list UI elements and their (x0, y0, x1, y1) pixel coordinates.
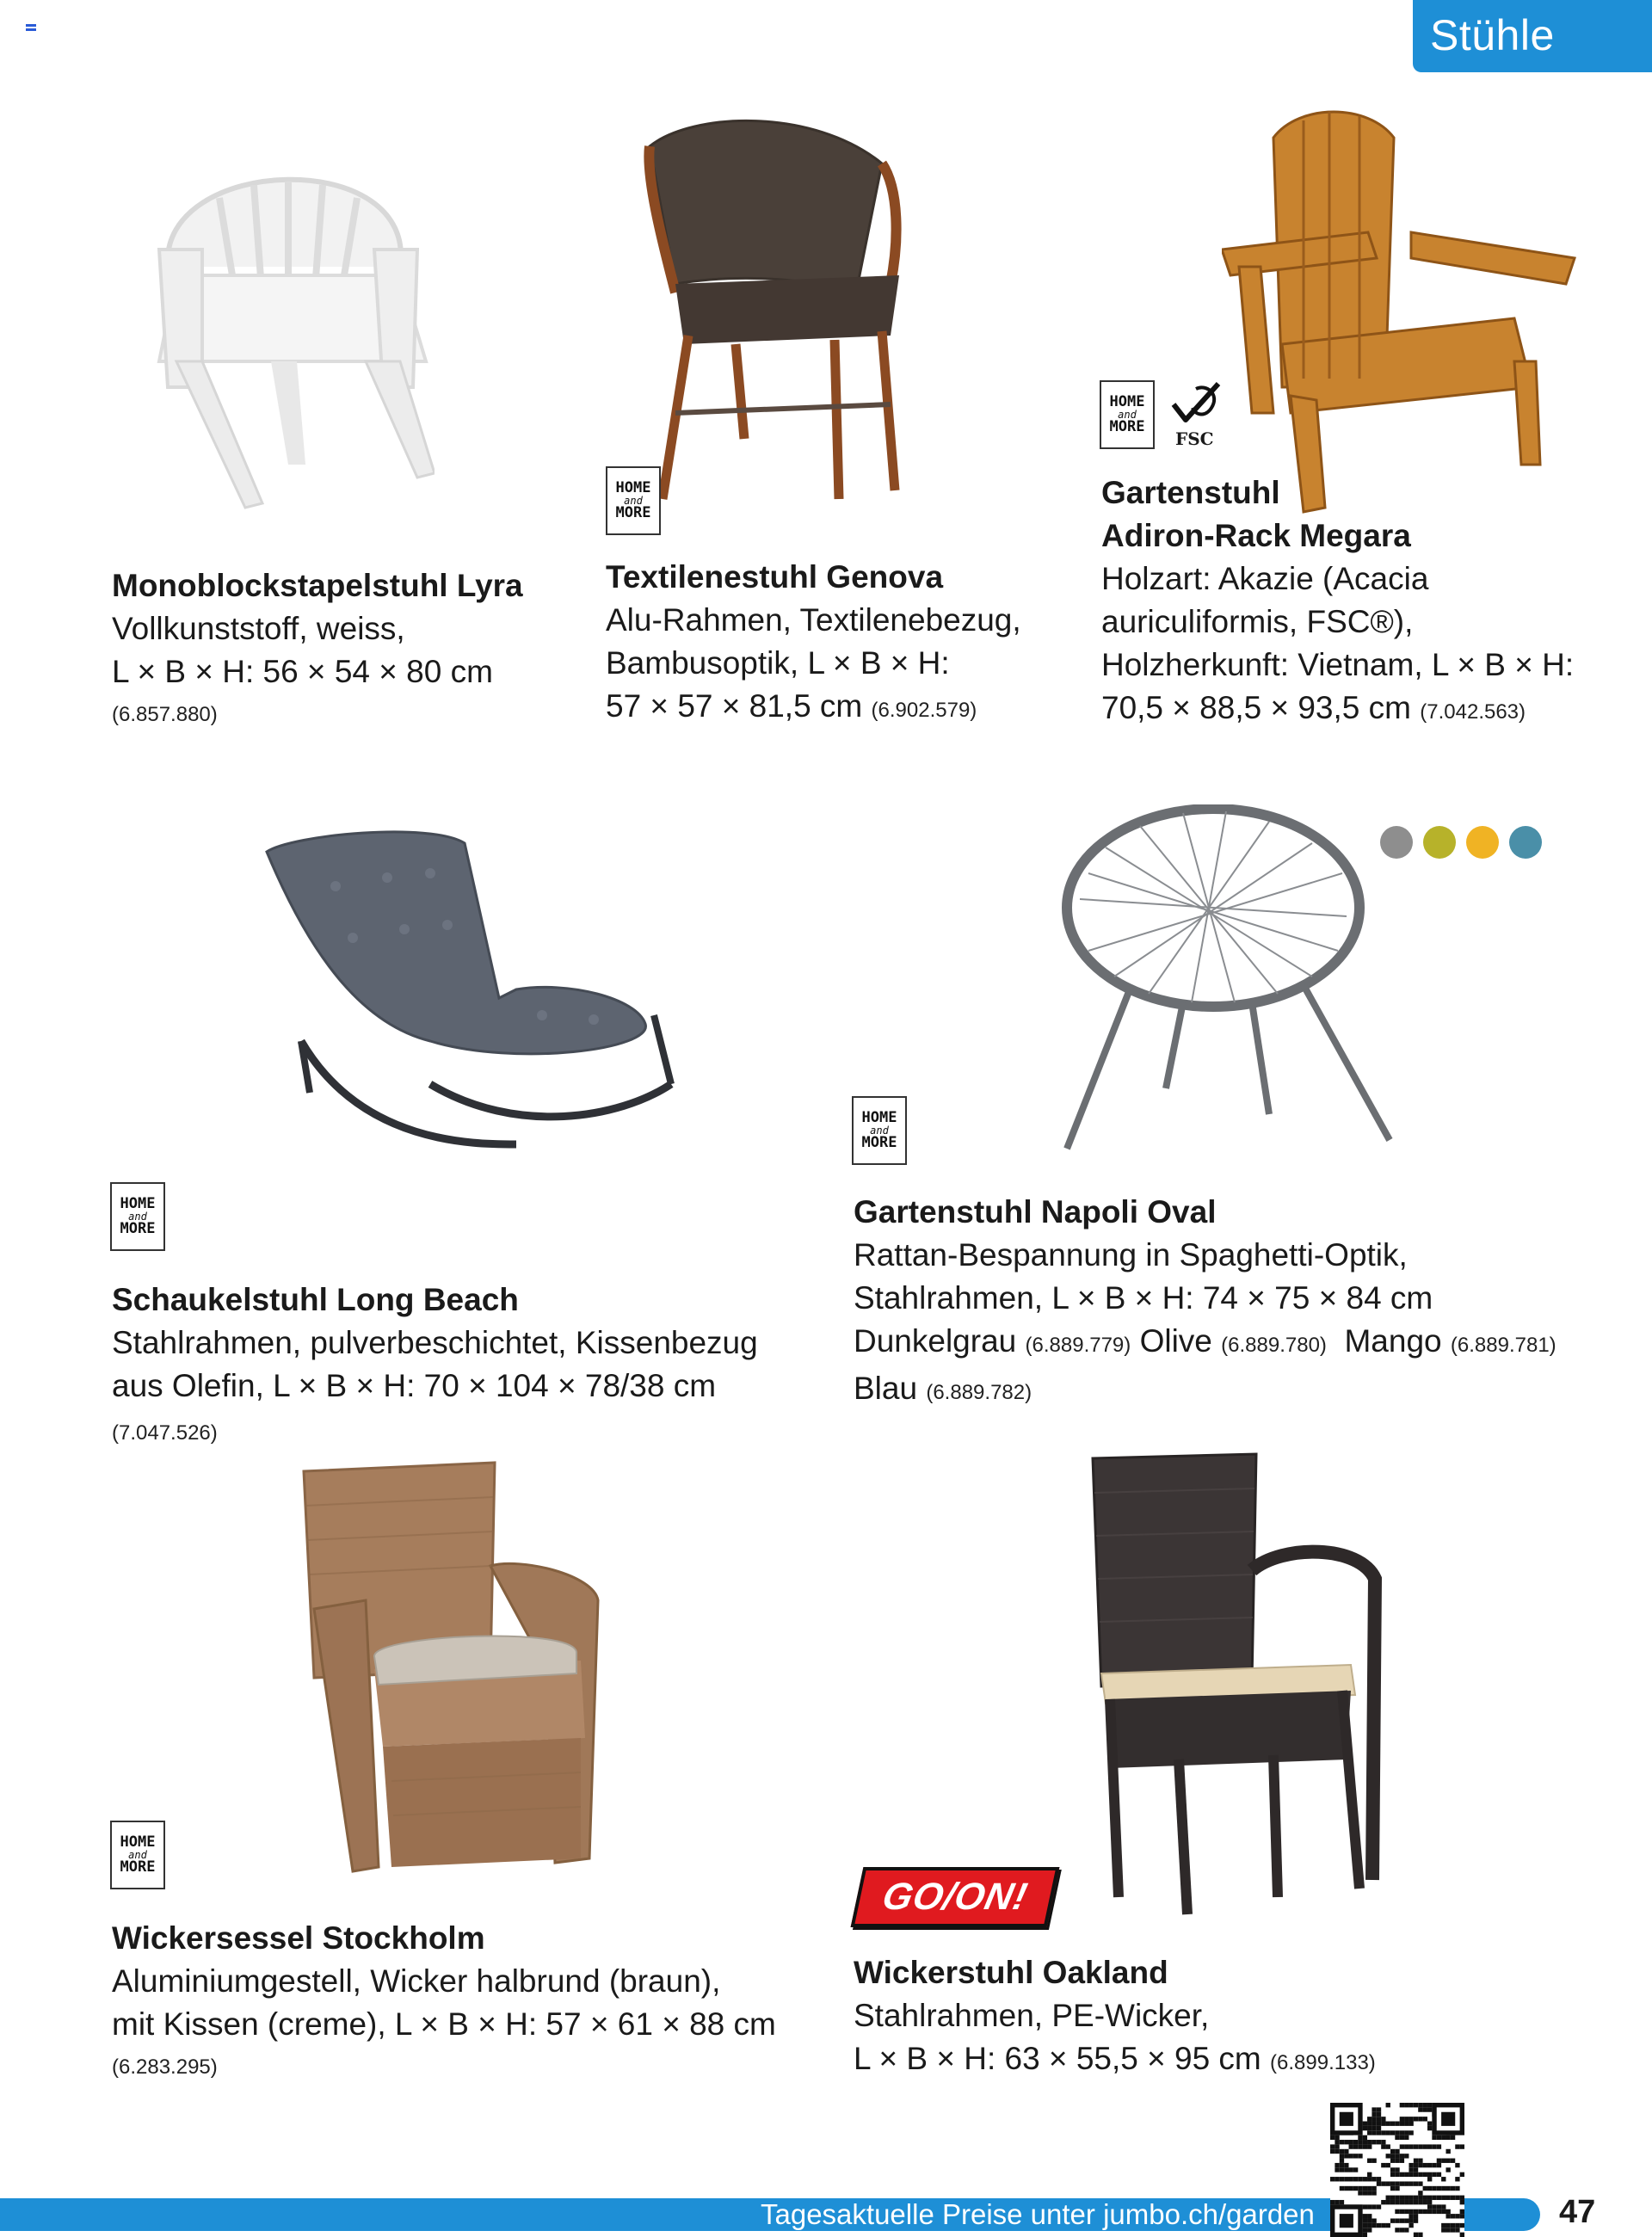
variant-color: Mango (1344, 1323, 1442, 1359)
product-desc: auriculiformis, FSC®), (1101, 604, 1414, 639)
home-and-more-badge: HOME and MORE (606, 466, 661, 535)
product-megara (1101, 471, 1635, 734)
product-lyra (112, 564, 594, 736)
product-desc: Bambusoptik, L × B × H: (606, 645, 950, 681)
flag-mark (26, 24, 36, 33)
fsc-logo: FSC (1167, 379, 1227, 449)
product-name: Wickerstuhl Oakland (854, 1955, 1168, 1990)
article-number: (6.899.133) (1270, 2051, 1376, 2074)
variant-color: Blau (854, 1371, 918, 1406)
article-number: (6.889.780) (1221, 1334, 1327, 1357)
product-name: Gartenstuhl Napoli Oval (854, 1194, 1217, 1229)
variant-color: Olive (1139, 1323, 1212, 1359)
article-number: (6.889.781) (1450, 1334, 1556, 1357)
color-dot-olive (1423, 826, 1456, 859)
category-tab: Stühle (1413, 0, 1652, 72)
article-number: (7.047.526) (112, 1421, 218, 1445)
product-dimensions: aus Olefin, L × B × H: 70 × 104 × 78/38 cm (7.047.526) (112, 1368, 717, 1445)
product-oakland (854, 1951, 1628, 2085)
product-image-genova (641, 112, 916, 508)
product-genova (606, 556, 1088, 732)
product-dimensions: L × B × H: 63 × 55,5 × 95 cm (6.899.133) (854, 2041, 1376, 2076)
color-dot-blau (1509, 826, 1542, 859)
article-number: (7.042.563) (1420, 700, 1526, 724)
color-dot-dunkelgrau (1380, 826, 1413, 859)
tree-check-icon (1167, 379, 1227, 430)
product-dimensions: mit Kissen (creme), L × B × H: 57 × 61 × 88 cm (112, 2006, 776, 2042)
product-desc: Rattan-Bespannung in Spaghetti-Optik, (854, 1237, 1408, 1273)
product-image-lyra (142, 103, 435, 516)
home-and-more-badge: HOME and MORE (110, 1182, 165, 1251)
product-stockholm (112, 1917, 817, 2089)
product-desc: Holzart: Akazie (Acacia (1101, 561, 1429, 596)
variant-line (854, 1320, 1628, 1367)
product-napoli (854, 1191, 1628, 1414)
article-number: (6.889.782) (926, 1381, 1032, 1404)
product-dimensions: L × B × H: 56 × 54 × 80 cm (112, 654, 493, 689)
product-name: Schaukelstuhl Long Beach (112, 1282, 519, 1317)
footer-link-text[interactable]: Tagesaktuelle Preise unter jumbo.ch/garden (761, 2198, 1315, 2230)
product-long-beach (112, 1279, 817, 1455)
product-desc: Alu-Rahmen, Textilenebezug, (606, 602, 1021, 638)
article-number: (6.283.295) (112, 2055, 218, 2079)
article-number: (6.889.779) (1025, 1334, 1131, 1357)
product-image-long-beach (258, 826, 688, 1179)
product-name: Gartenstuhl (1101, 475, 1280, 510)
product-desc: Aluminiumgestell, Wicker halbrund (braun), (112, 1963, 721, 1999)
product-name: Monoblockstapelstuhl Lyra (112, 568, 523, 603)
product-image-oakland (1084, 1450, 1385, 1923)
product-dimensions: 70,5 × 88,5 × 93,5 cm (7.042.563) (1101, 690, 1526, 725)
page-number: 47 (1559, 2194, 1596, 2230)
qr-code-icon[interactable] (1330, 2103, 1464, 2237)
article-number: (6.902.579) (871, 699, 977, 722)
product-desc: Stahlrahmen, PE-Wicker, (854, 1998, 1210, 2033)
product-image-napoli (1054, 804, 1415, 1157)
product-desc: Stahlrahmen, pulverbeschichtet, Kissenbezug (112, 1325, 758, 1360)
variant-color: Dunkelgrau (854, 1323, 1017, 1359)
go-on-logo: GO/ON! (851, 1867, 1060, 1927)
product-dimensions: Stahlrahmen, L × B × H: 74 × 75 × 84 cm (854, 1280, 1433, 1316)
product-name-line2: Adiron-Rack Megara (1101, 518, 1411, 553)
article-number: (6.857.880) (112, 703, 218, 726)
product-dimensions: 57 × 57 × 81,5 cm (6.902.579) (606, 688, 977, 724)
color-dot-mango (1466, 826, 1499, 859)
product-image-stockholm (297, 1454, 607, 1876)
product-desc: Vollkunststoff, weiss, (112, 611, 405, 646)
product-name: Wickersessel Stockholm (112, 1920, 485, 1956)
home-and-more-badge: HOME and MORE (1100, 380, 1155, 449)
home-and-more-badge: HOME and MORE (110, 1821, 165, 1889)
product-name: Textilenestuhl Genova (606, 559, 944, 595)
product-desc: Holzherkunft: Vietnam, L × B × H: (1101, 647, 1575, 682)
home-and-more-badge: HOME and MORE (852, 1096, 907, 1165)
product-image-megara (1222, 103, 1583, 516)
variant-line (854, 1367, 1628, 1414)
